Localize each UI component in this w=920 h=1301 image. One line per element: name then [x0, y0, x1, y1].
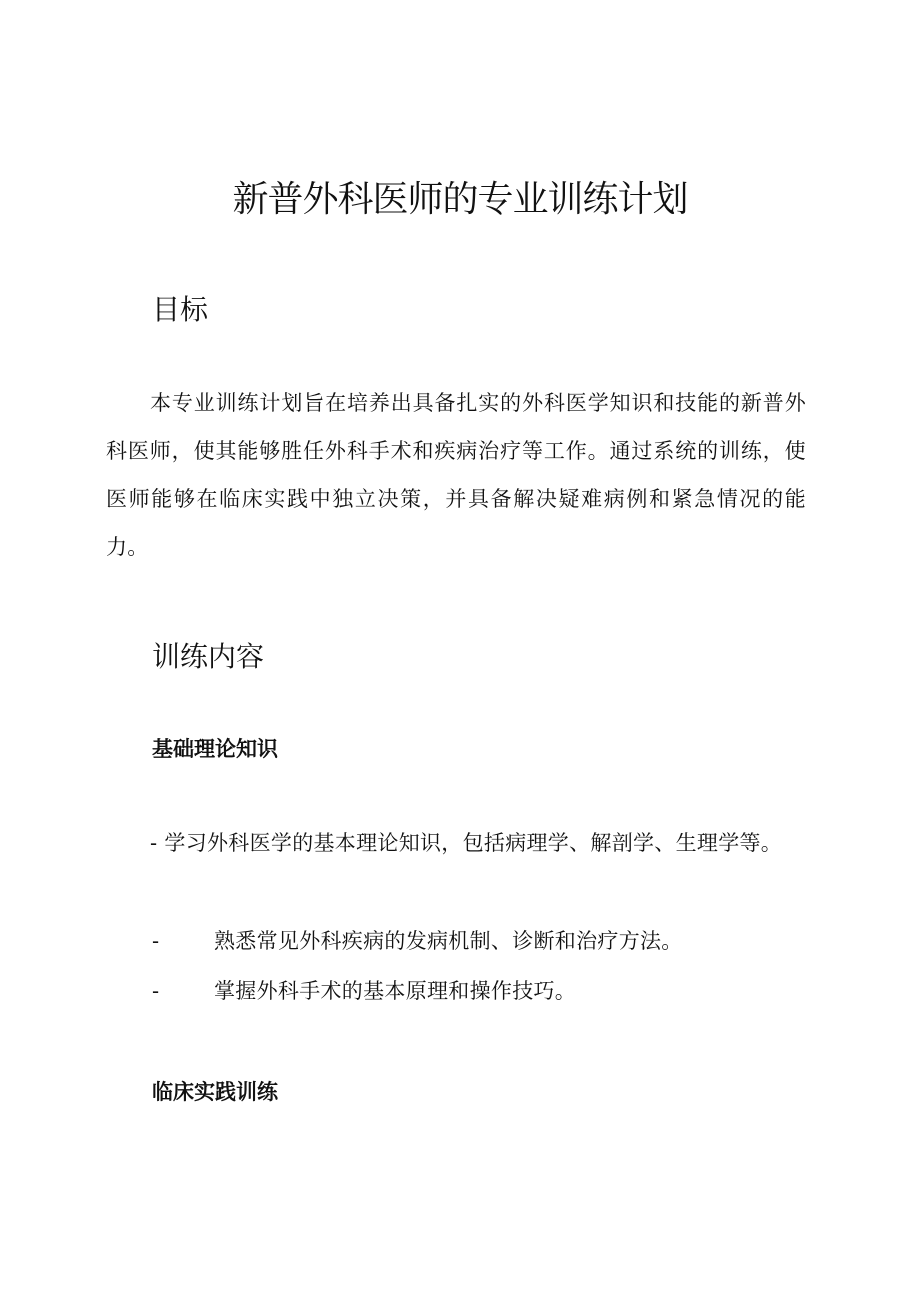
bullet-text: 熟悉常见外科疾病的发病机制、诊断和治疗方法。 [214, 929, 683, 953]
section-heading-goal: 目标 [152, 293, 209, 326]
bullet-marker: - [152, 929, 160, 953]
goal-paragraph: 本专业训练计划旨在培养出具备扎实的外科医学知识和技能的新普外科医师，使其能够胜任外科手术和疾病治疗等工作。通过系统的训练，使医师能够在临床实践中独立决策，并具备解决疑难病例和紧急情况的能力。 [106, 391, 806, 559]
bullet-item [152, 975, 576, 1007]
subsection-heading-clinical-practice: 临床实践训练 [152, 1080, 278, 1104]
bullet-marker: - [152, 979, 160, 1003]
subsection-heading-basic-theory: 基础理论知识 [152, 737, 278, 761]
bullet-marker: - [150, 831, 158, 855]
bullet-text: 学习外科医学的基本理论知识，包括病理学、解剖学、生理学等。 [164, 831, 783, 855]
document-title: 新普外科医师的专业训练计划 [232, 179, 688, 220]
bullet-item [106, 819, 806, 867]
section-heading-training-content: 训练内容 [152, 640, 265, 673]
bullet-text: 掌握外科手术的基本原理和操作技巧。 [214, 979, 577, 1003]
bullet-item [152, 925, 683, 957]
